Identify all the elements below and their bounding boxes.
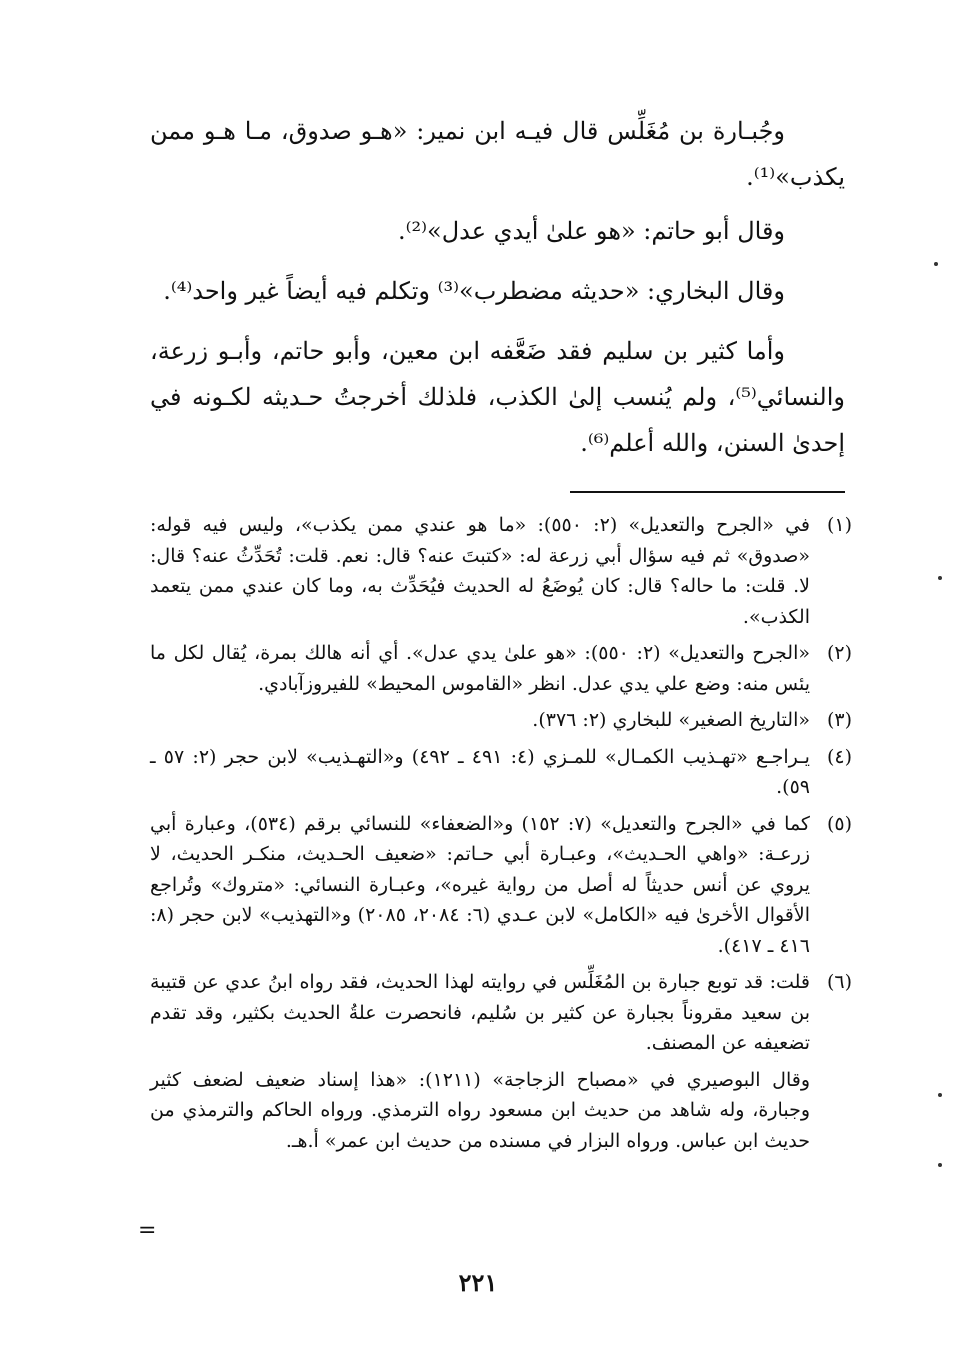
footnote-text: قلت: قد توبع جبارة بن المُغَلِّس في روايته لهذا الحديث، فقد رواه ابنُ عدي عن قتيبة بن سعيد مقروناً بجبارة عن كثير بن سُليم، فانحصرت علةُ الحديث بكثير، وقد تقدم تضعيفه عن المصنف. xyxy=(150,971,810,1054)
page-number: ٢٢١ xyxy=(458,1268,498,1297)
footnote-number: (٦) xyxy=(826,971,852,993)
paragraph-text: وقال البخاري: «حديثه مضطرب»⁽³⁾ وتكلم فيه أيضاً غير واحد⁽⁴⁾. xyxy=(163,277,785,305)
paragraph-text: وقال أبو حاتم: «هو علىٰ أيدي عدل»⁽²⁾. xyxy=(397,217,785,245)
body-paragraph-2 xyxy=(150,208,845,254)
footnote-number: (٤) xyxy=(826,745,852,768)
footnote-number: (٣) xyxy=(826,709,852,731)
continuation-mark: = xyxy=(138,1218,157,1243)
footnote-3 xyxy=(150,705,852,736)
scan-speck xyxy=(938,576,942,580)
footnote-6-continuation: وقال البوصيري في «مصباح الزجاجة» (١٢١١): «هذا إسناد ضعيف لضعف كثير وجبارة، وله شاهد من حديث ابن مسعود رواه الترمذي. ورواه الحاكم والترمذي من حديث ابن عباس. ورواه البزار في مسنده من حديث ابن عمر» أ.هـ. xyxy=(150,1068,810,1152)
footnote-4 xyxy=(150,742,852,803)
footnotes-section xyxy=(150,510,852,1156)
body-paragraph-4 xyxy=(150,328,845,466)
footnote-5 xyxy=(150,809,852,962)
body-paragraph-1 xyxy=(150,108,845,200)
footnote-6 xyxy=(150,967,852,1059)
footnote-number: (٢) xyxy=(826,642,852,664)
paragraph-text: وجُبـارة بن مُغَلِّس قال فيـه ابن نمير: «هـو صدوق، مـا هـو ممن يكذب»⁽¹⁾. xyxy=(150,117,845,191)
footnote-text: «التاريخ الصغير» للبخاري (٢: ٣٧٦). xyxy=(532,709,810,731)
footnote-1 xyxy=(150,510,852,632)
body-paragraph-3 xyxy=(150,268,845,314)
footnote-text: «الجرح والتعديل» (٢: ٥٥٠): «هو علىٰ يدي عدل». أي أنه هالك بمرة، يُقال لكل ما يئس منه: وضع علي يدي عدل. انظر «القاموس المحيط» للفيروزآبادي. xyxy=(150,642,810,695)
footnote-separator-line xyxy=(570,491,845,493)
footnote-2 xyxy=(150,638,852,699)
footnote-text: يـراجـع «تهـذيب الكمـال» للمـزي (٤: ٤٩١ ـ ٤٩٢) و«التهـذيب» لابن حجر (٢: ٥٧ ـ ٥٩). xyxy=(150,745,810,798)
footnote-text: كما في «الجرح والتعديل» (٧: ١٥٢) و«الضعفاء» للنسائي برقم (٥٣٤)، وعبارة أبي زرعـة: «واهي الحـديث»، وعبـارة أبي حـاتم: «ضعيف الحـديث، منكـر الحديث، لا يروي عن أنس حديثاً له أصل من رواية غيره»، وعبـارة النسائي: «متروك» وتُراجع الأقوال الأخرىٰ فيه «الكامل» لابن عـدي (٦: ٢٠٨٤، ٢٠٨٥) و«التهذيب» لابن حجر (٨: ٤١٦ ـ ٤١٧). xyxy=(150,812,810,957)
scan-speck xyxy=(938,1163,942,1167)
scan-speck xyxy=(934,262,938,266)
footnote-number: (١) xyxy=(826,514,852,536)
scan-speck xyxy=(938,1093,942,1097)
footnote-text: في «الجرح والتعديل» (٢: ٥٥٠): «ما هو عندي ممن يكذب»، وليس فيه قوله: «صدوق» ثم فيه سؤال أبي زرعة له: «كتبتَ عنه؟ قال: نعم. قلت: تُحَدِّثُ عنه؟ قال: لا. قلت: ما حاله؟ قال: كان يُوضَعُ له الحديث فيُحَدِّث به، وما كان عندي ممن يتعمد الكذب». xyxy=(150,514,810,628)
footnote-number: (٥) xyxy=(826,812,852,835)
paragraph-text: وأما كثير بن سليم فقد ضَعَّفه ابن معين، وأبو حاتم، وأبـو زرعة، والنسائي⁽⁵⁾، ولم يُنسب إلىٰ الكذب، فلذلك أخرجتُ حـديثه لكـونه في إحدىٰ السنن، والله أعلم⁽⁶⁾. xyxy=(150,337,845,457)
